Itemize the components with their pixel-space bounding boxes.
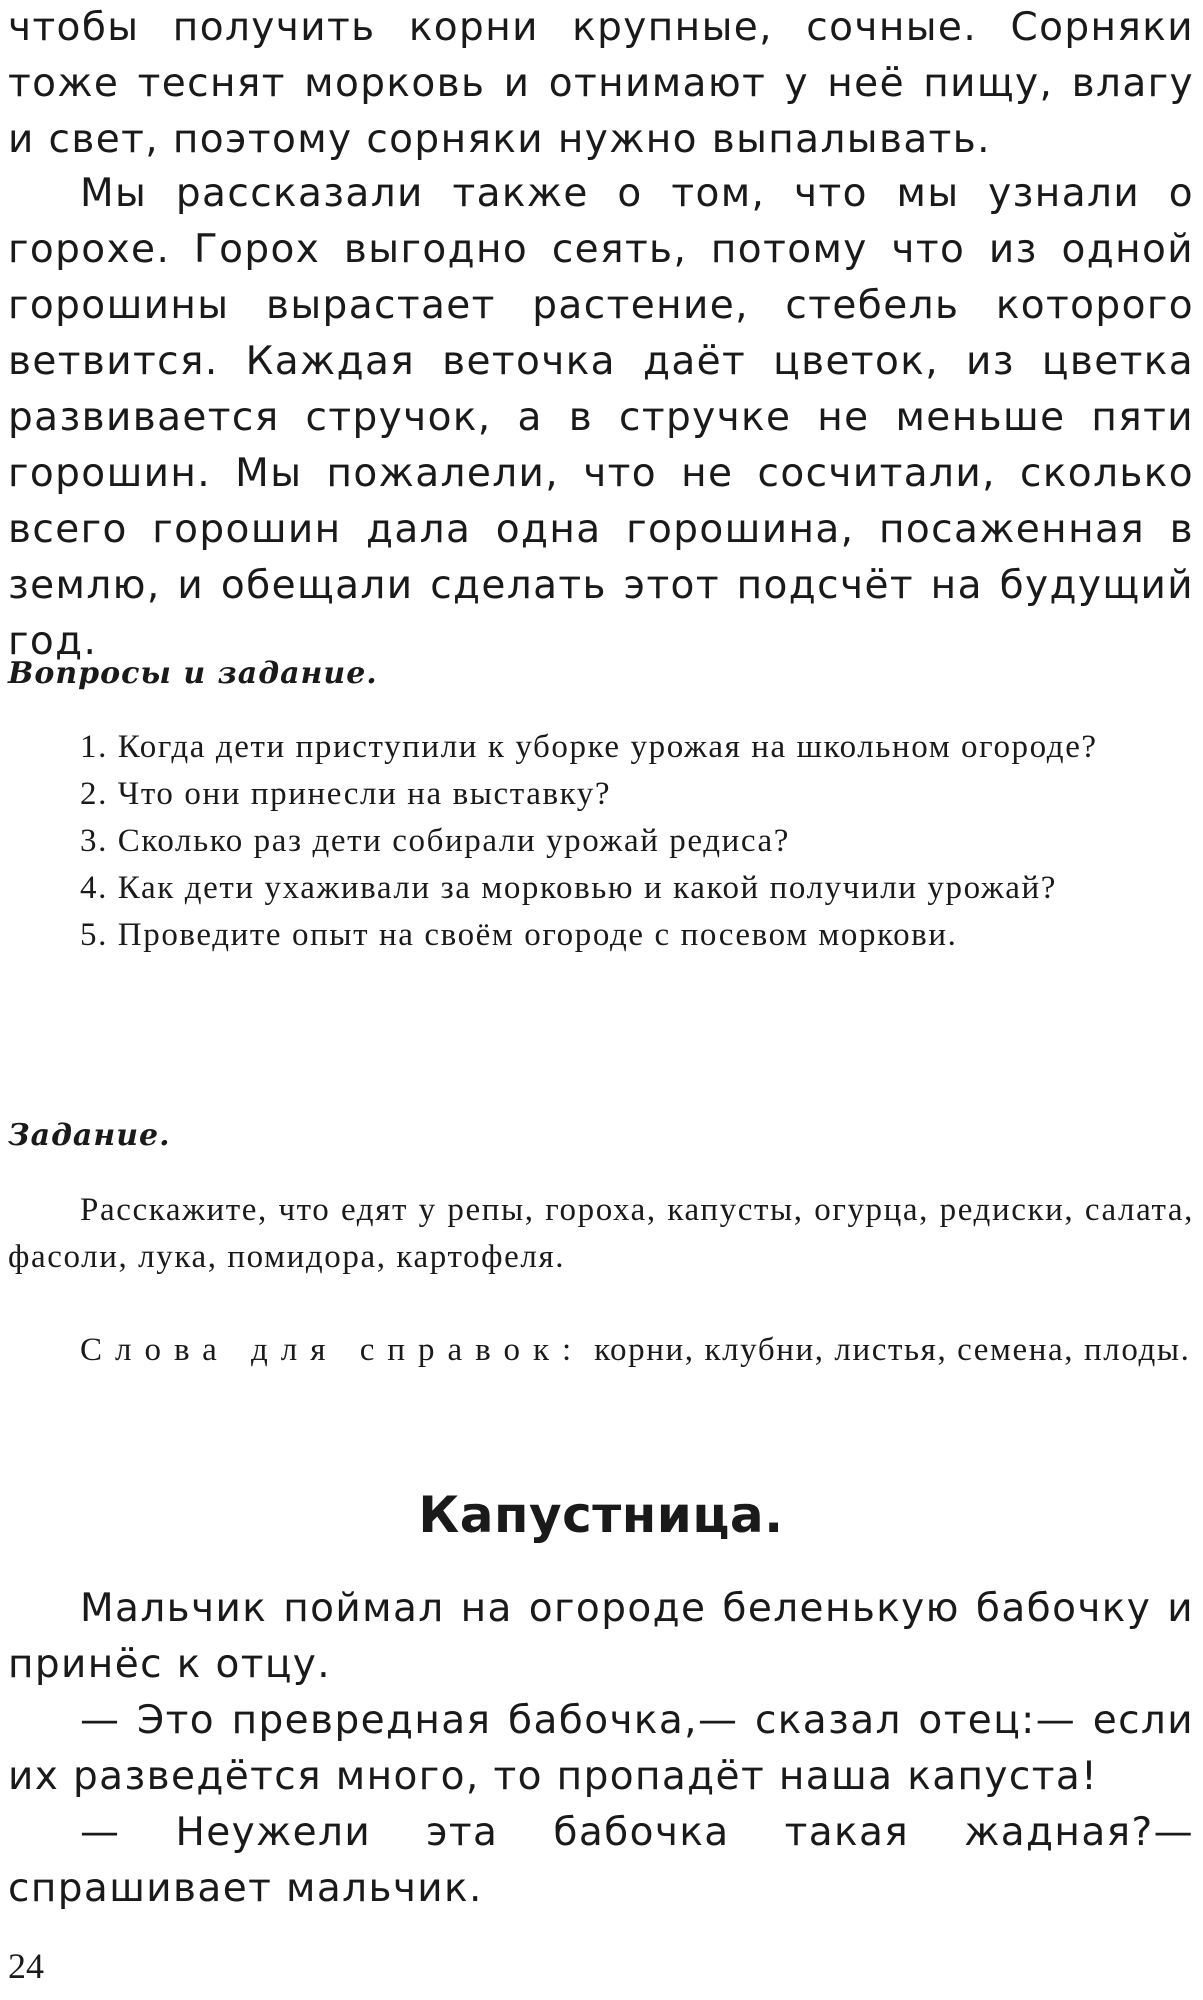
page-number: 24 — [8, 1946, 44, 1986]
task-heading: Задание. — [8, 1118, 171, 1153]
question-item: 1. Когда дети приступили к уборке урожая на школьном огороде? — [80, 729, 1098, 765]
intro-paragraph: чтобы получить корни крупные, сочные. Сорняки тоже теснят морковь и отнимают у неё пищу, влагу и свет, поэтому сорняки нужно выпалывать. — [8, 5, 1194, 162]
peas-paragraph: Мы рассказали также о том, что мы узнали о горохе. Горох выгодно сеять, потому что из одной горошины вырастает растение, стебель которого ветвится. Каждая веточка даёт цветок, из цветка развивается стручок, а в стручке не меньше пяти горошин. Мы пожалели, что не сосчитали, сколько всего горошин дала одна горошина, посаженная в землю, и обещали сделать этот подсчёт на будущий год. — [8, 171, 1194, 664]
reference-label: Слова для справок: — [80, 1332, 585, 1368]
reference-list: корни, клубни, листья, семена, плоды. — [584, 1332, 1191, 1368]
story-title: Капустница. — [418, 1486, 784, 1544]
question-item: 4. Как дети ухаживали за морковью и какой получили урожай? — [80, 870, 1058, 906]
story-paragraph: — Неужели эта бабочка такая жадная?— спрашивает мальчик. — [8, 1810, 1194, 1911]
question-item: 2. Что они принесли на выставку? — [80, 776, 612, 812]
reference-words — [8, 1327, 1194, 1374]
story-paragraph: Мальчик поймал на огороде беленькую бабочку и принёс к отцу. — [8, 1586, 1194, 1687]
story-body — [8, 1581, 1194, 1917]
questions-heading: Вопросы и задание. — [8, 656, 378, 691]
question-item: 3. Сколько раз дети собирали урожай редиса? — [80, 823, 791, 859]
task-text: Расскажите, что едят у репы, гороха, капусты, огурца, редиски, салата, фасоли, лука, помидора, картофеля. — [8, 1192, 1194, 1275]
story-paragraph: — Это превредная бабочка,— сказал отец:— если их разведётся много, то пропадёт наша капуста! — [8, 1698, 1194, 1799]
question-item: 5. Проведите опыт на своём огороде с посевом моркови. — [80, 917, 958, 953]
questions-list — [8, 724, 1194, 959]
